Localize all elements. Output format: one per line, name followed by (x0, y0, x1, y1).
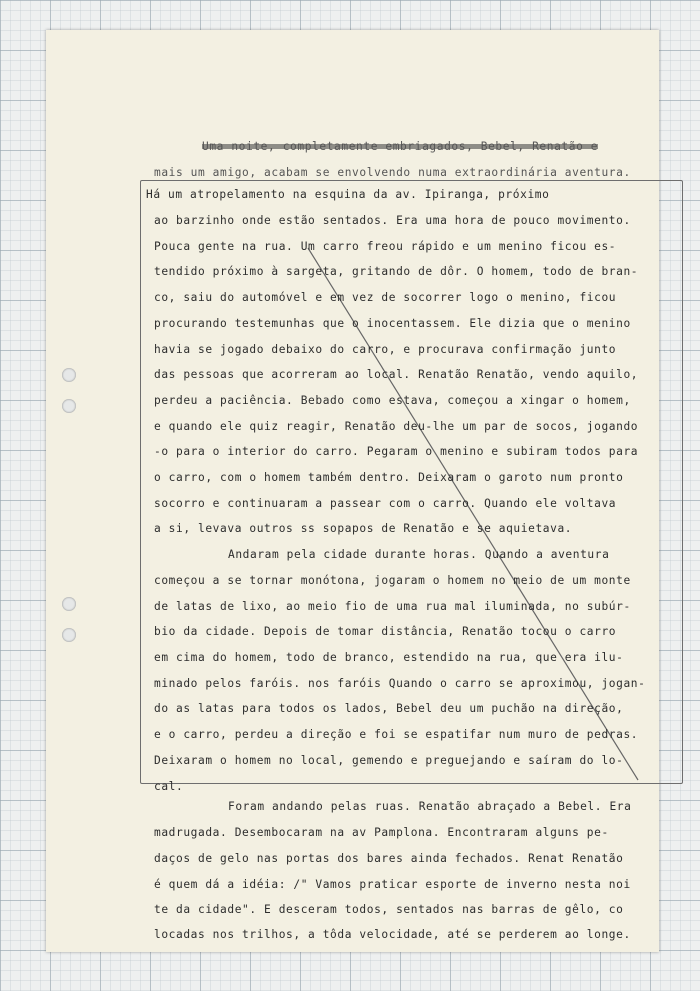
body-line: ao barzinho onde estão sentados. Era uma hora de pouco movimento. (154, 214, 631, 227)
body-line: em cima do homem, todo de branco, estendido na rua, que era ilu- (154, 651, 624, 664)
body-line: e o carro, perdeu a direção e foi se espatifar num muro de pedras. (154, 728, 639, 741)
body-line: começou a se tornar monótona, jogaram o homem no meio de um monte (154, 574, 631, 587)
body-line: o carro, com o homem também dentro. Deixaram o garoto num pronto (154, 471, 624, 484)
body-line: das pessoas que acorreram ao local. Renatão Renatão, vendo aquilo, (154, 368, 639, 381)
body-line: cal. (154, 780, 184, 793)
body-line: de latas de lixo, ao meio fio de uma rua mal iluminada, no subúr- (154, 600, 631, 613)
body-line: socorro e continuaram a passear com o carro. Quando ele voltava (154, 497, 617, 510)
footer-line: Foram andando pelas ruas. Renatão abraçado a Bebel. Era (228, 800, 632, 813)
body-line: Pouca gente na rua. Um carro freou rápido e um menino ficou es- (154, 240, 617, 253)
body-line: a si, levava outros ss sopapos de Renatão e se aquietava. (154, 522, 573, 535)
header-line: mais um amigo, acabam se envolvendo numa extraordinária aventura. (154, 166, 631, 179)
body-line: minado pelos faróis. nos faróis Quando o carro se aproximou, jogan- (154, 677, 646, 690)
header-line: Uma noite, completamente embriagados, Bebel, Renatão e (202, 140, 599, 153)
footer-line: é quem dá a idéia: /" Vamos praticar esporte de inverno nesta noi (154, 878, 631, 891)
body-line: procurando testemunhas que o inocentassem. Ele dizia que o menino (154, 317, 631, 330)
body-line: Há um atropelamento na esquina da av. Ipiranga, próximo (146, 188, 550, 201)
typewritten-page (46, 30, 659, 952)
body-line: Deixaram o homem no local, gemendo e preguejando e saíram do lo- (154, 754, 624, 767)
body-line: e quando ele quiz reagir, Renatão deu-lhe um par de socos, jogando (154, 420, 639, 433)
footer-line: locadas nos trilhos, a tôda velocidade, até se perderem ao longe. (154, 928, 631, 941)
body-line: havia se jogado debaixo do carro, e procurava confirmação junto (154, 343, 617, 356)
body-line: co, saiu do automóvel e em vez de socorrer logo o menino, ficou (154, 291, 617, 304)
body-line: perdeu a paciência. Bebado como estava, começou a xingar o homem, (154, 394, 631, 407)
body-line: -o para o interior do carro. Pegaram o menino e subiram todos para (154, 445, 639, 458)
body-line: do as latas para todos os lados, Bebel deu um puchão na direção, (154, 702, 624, 715)
footer-line: madrugada. Desembocaram na av Pamplona. Encontraram alguns pe- (154, 826, 609, 839)
footer-line: daços de gelo nas portas dos bares ainda fechados. Renat Renatão (154, 852, 624, 865)
body-line: Andaram pela cidade durante horas. Quando a aventura (228, 548, 610, 561)
footer-line: te da cidade". E desceram todos, sentados nas barras de gêlo, co (154, 903, 624, 916)
body-line: tendido próximo à sargeta, gritando de dôr. O homem, todo de bran- (154, 265, 639, 278)
body-line: bio da cidade. Depois de tomar distância, Renatão tocou o carro (154, 625, 617, 638)
